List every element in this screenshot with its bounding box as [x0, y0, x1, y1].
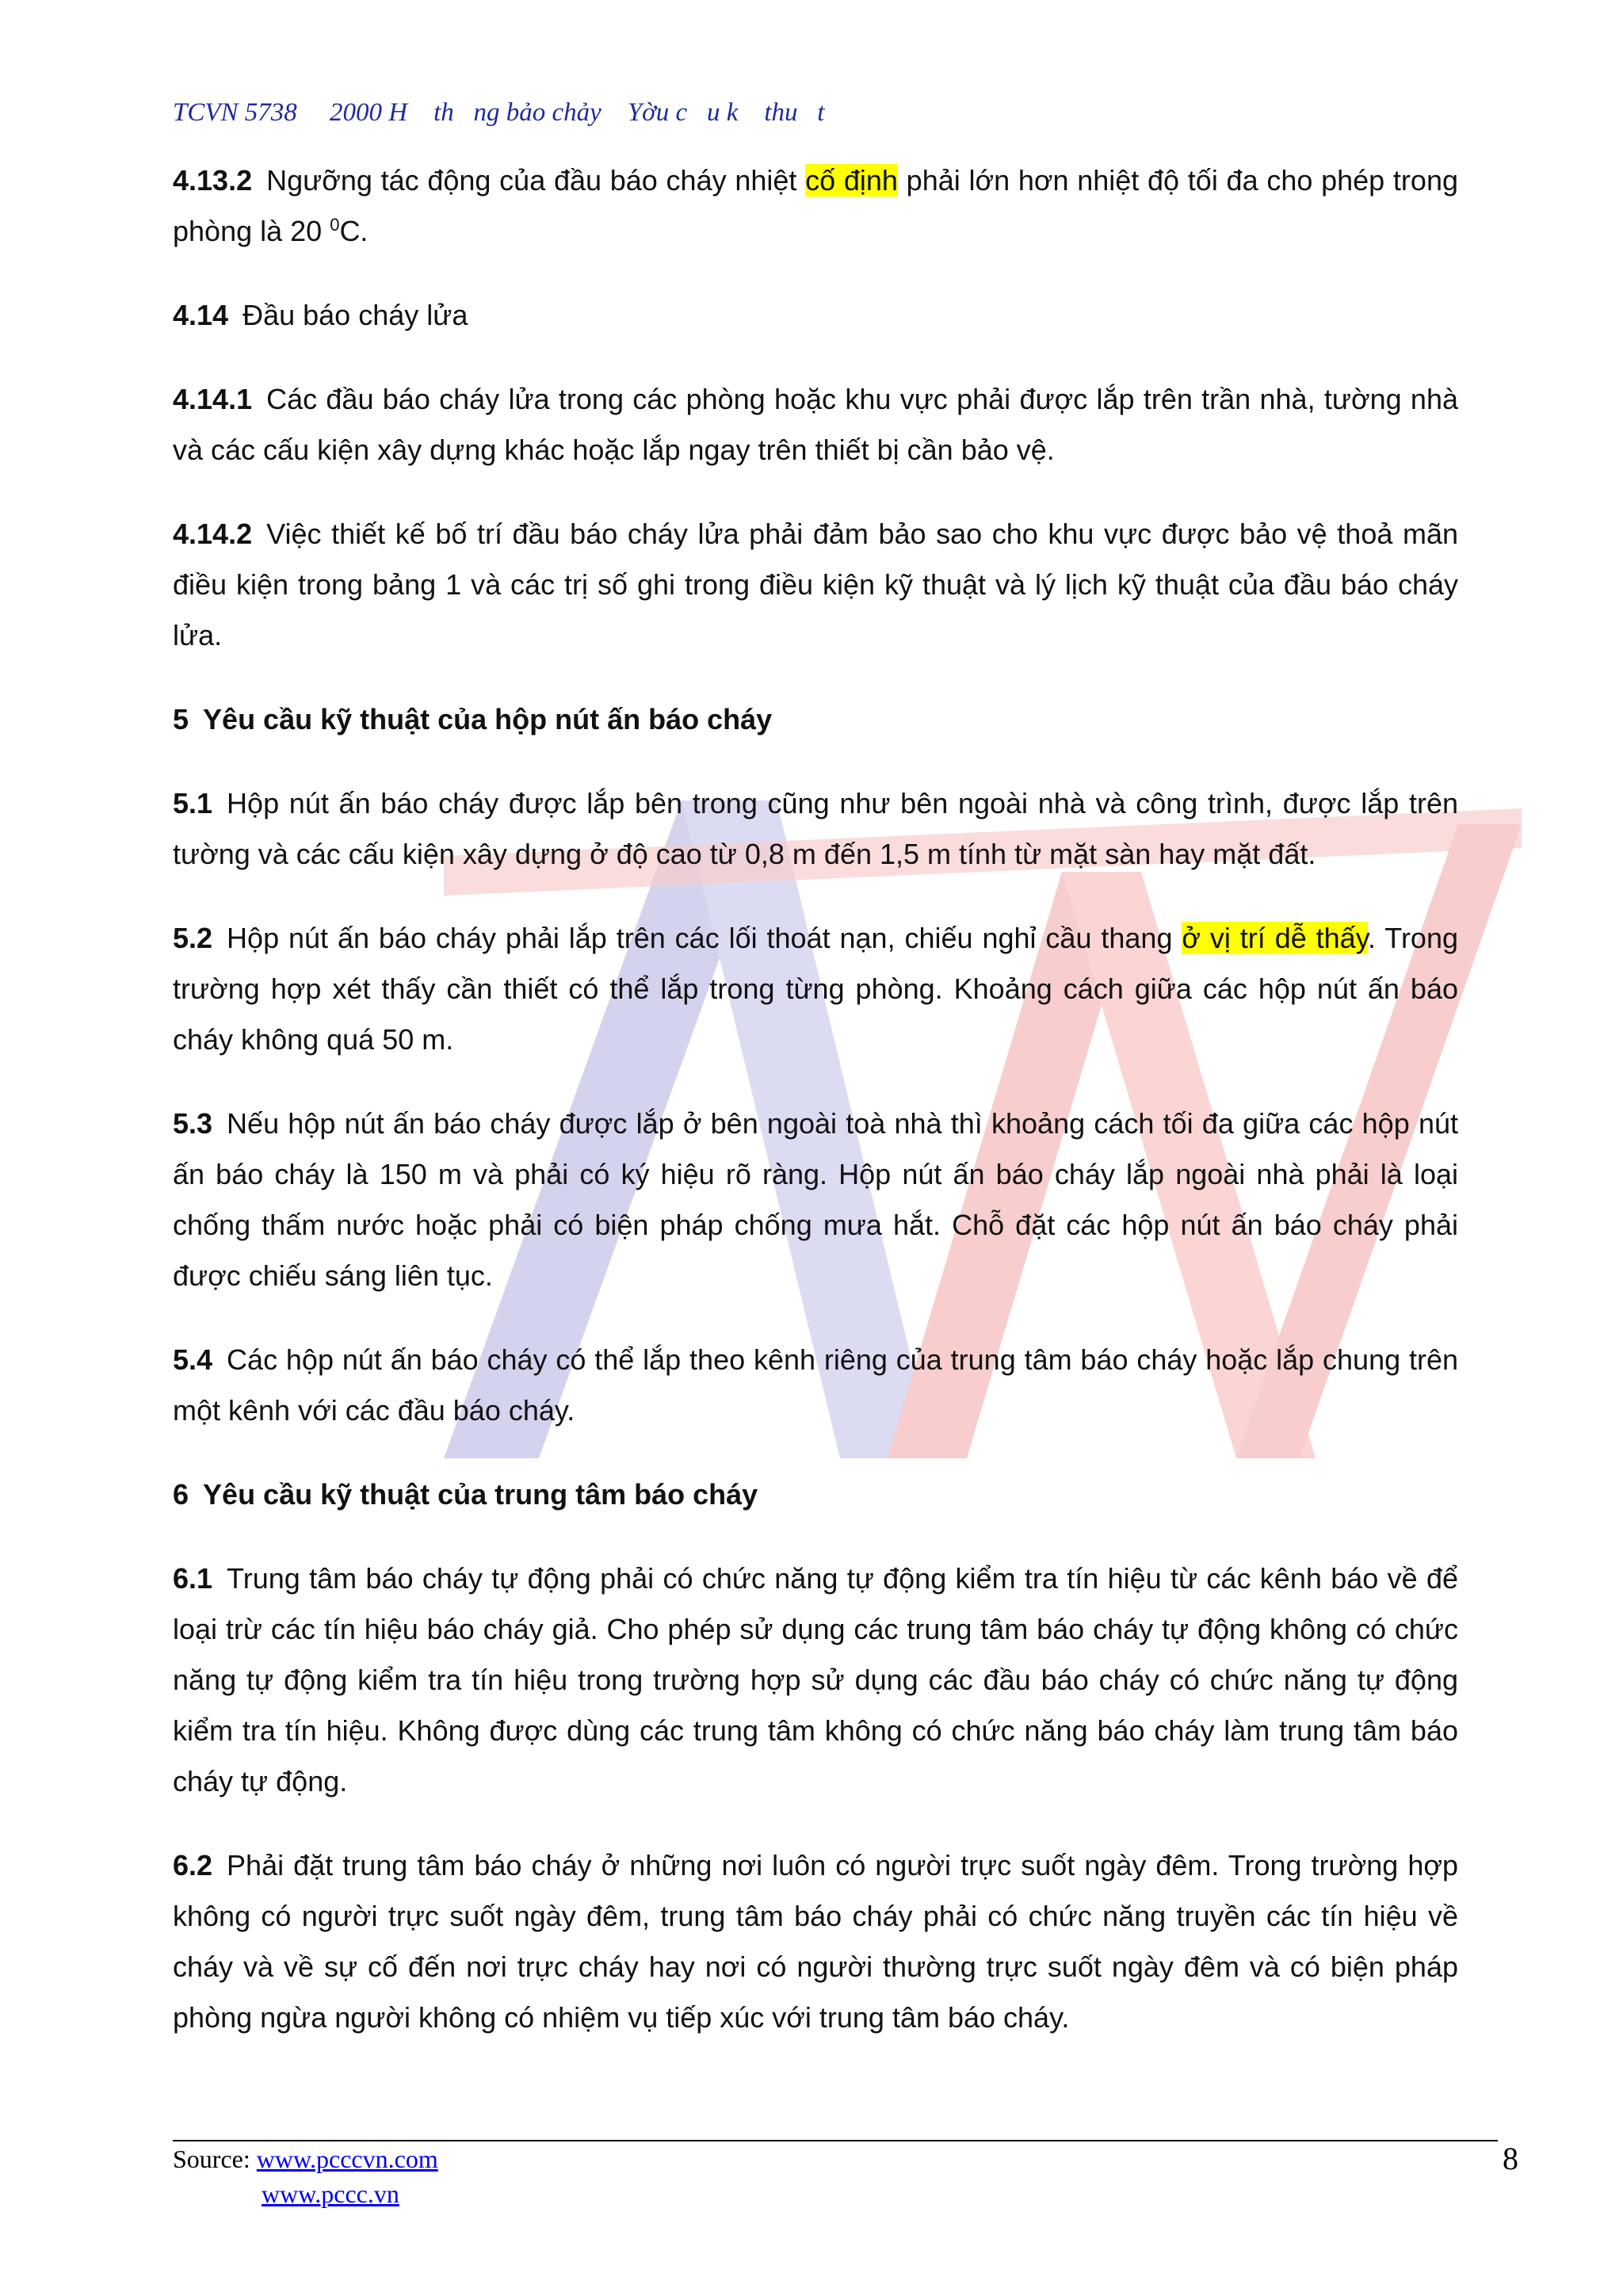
paragraph-text: Phải đặt trung tâm báo cháy ở những nơi luôn có người trực suốt ngày đêm. Trong trường hợp không có người trực suốt ngày đêm, trung tâm báo cháy phải có chức năng truyền các tín hiệu về cháy và về sự cố đến nơi trực cháy hay nơi có người thường trực suốt ngày đêm và có biện pháp phòng ngừa người không có nhiệm vụ tiếp xúc với trung tâm báo cháy.: [173, 1849, 1458, 2034]
section-number: 6.1: [173, 1562, 213, 1595]
section-number: 5: [173, 703, 189, 735]
paragraph-text: . Trong trường hợp xét thấy cần thiết có thể lắp trong từng phòng. Khoảng cách giữa các hộp nút ấn báo cháy không quá 50 m.: [173, 922, 1458, 1056]
footer-source: [173, 2141, 438, 2176]
paragraph-4-14-2: [173, 509, 1458, 661]
paragraph-6-1: [173, 1553, 1458, 1807]
source-link-1[interactable]: www.pcccvn.com: [256, 2145, 438, 2173]
paragraph-text: Hộp nút ấn báo cháy được lắp bên trong cũng như bên ngoài nhà và công trình, được lắp trên tường và các cấu kiện xây dựng ở độ cao từ 0,8 m đến 1,5 m tính từ mặt sàn hay mặt đất.: [173, 787, 1458, 870]
source-link-2[interactable]: www.pccc.vn: [262, 2179, 399, 2208]
paragraph-text: Các đầu báo cháy lửa trong các phòng hoặc khu vực phải được lắp trên trần nhà, tường nhà và các cấu kiện xây dựng khác hoặc lắp ngay trên thiết bị cần bảo vệ.: [173, 383, 1458, 466]
heading-section-5: [173, 694, 1458, 745]
section-number: 4.14: [173, 299, 229, 331]
page-number: 8: [1503, 2141, 1518, 2176]
heading-text: Yêu cầu kỹ thuật của hộp nút ấn báo cháy: [203, 703, 773, 735]
paragraph-text: Nếu hộp nút ấn báo cháy được lắp ở bên ngoài toà nhà thì khoảng cách tối đa giữa các hộp nút ấn báo cháy là 150 m và phải có ký hiệu rõ ràng. Hộp nút ấn báo cháy lắp ngoài nhà phải là loại chống thấm nước hoặc phải có biện pháp chống mưa hắt. Chỗ đặt các hộp nút ấn báo cháy phải được chiếu sáng liên tục.: [173, 1107, 1458, 1292]
section-number: 5.1: [173, 787, 213, 819]
section-number: 4.14.2: [173, 518, 253, 550]
heading-text: Yêu cầu kỹ thuật của trung tâm báo cháy: [203, 1478, 758, 1511]
document-body: [173, 155, 1458, 2076]
heading-section-6: [173, 1469, 1458, 1520]
paragraph-5-1: [173, 778, 1458, 880]
section-number: 4.13.2: [173, 164, 253, 197]
paragraph-text: Trung tâm báo cháy tự động phải có chức năng tự động kiểm tra tín hiệu từ các kênh báo về để loại trừ các tín hiệu báo cháy giả. Cho phép sử dụng các trung tâm báo cháy tự động không có chức năng tự động kiểm tra tín hiệu trong trường hợp sử dụng các đầu báo cháy có chức năng tự động kiểm tra tín hiệu. Không được dùng các trung tâm không có chức năng báo cháy làm trung tâm báo cháy tự động.: [173, 1562, 1458, 1797]
paragraph-text: Việc thiết kế bố trí đầu báo cháy lửa phải đảm bảo sao cho khu vực được bảo vệ thoả mãn điều kiện trong bảng 1 và các trị số ghi trong điều kiện kỹ thuật và lý lịch kỹ thuật của đầu báo cháy lửa.: [173, 518, 1458, 651]
section-number: 5.3: [173, 1107, 213, 1140]
paragraph-text: C.: [339, 215, 369, 247]
highlighted-text: ở vị trí dễ thấy: [1182, 922, 1369, 954]
section-number: 6.2: [173, 1849, 213, 1881]
section-number: 5.2: [173, 922, 213, 954]
section-number: 6: [173, 1478, 189, 1511]
highlighted-text: cố định: [805, 164, 898, 197]
paragraph-6-2: [173, 1840, 1458, 2043]
source-label: Source:: [173, 2145, 257, 2173]
paragraph-5-2: [173, 913, 1458, 1065]
section-number: 4.14.1: [173, 383, 253, 415]
running-header: TCVN 5738 2000 H th ng bảo chảy Yờu c u k thu t: [173, 98, 825, 127]
paragraph-4-14-1: [173, 374, 1458, 476]
paragraph-4-13-2: [173, 155, 1458, 257]
superscript: 0: [330, 215, 340, 235]
paragraph-text: Hộp nút ấn báo cháy phải lắp trên các lối thoát nạn, chiếu nghỉ cầu thang: [227, 922, 1182, 954]
paragraph-text: Ngưỡng tác động của đầu báo cháy nhiệt: [266, 164, 806, 197]
heading-4-14: [173, 290, 1458, 341]
paragraph-text: Các hộp nút ấn báo cháy có thể lắp theo kênh riêng của trung tâm báo cháy hoặc lắp chung trên một kênh với các đầu báo cháy.: [173, 1343, 1458, 1427]
section-number: 5.4: [173, 1343, 213, 1376]
paragraph-5-4: [173, 1335, 1458, 1436]
paragraph-text: phải lớn hơn nhiệt độ tối đa cho phép trong phòng là 20: [173, 164, 1458, 247]
paragraph-5-3: [173, 1098, 1458, 1301]
heading-text: Đầu báo cháy lửa: [242, 299, 468, 331]
